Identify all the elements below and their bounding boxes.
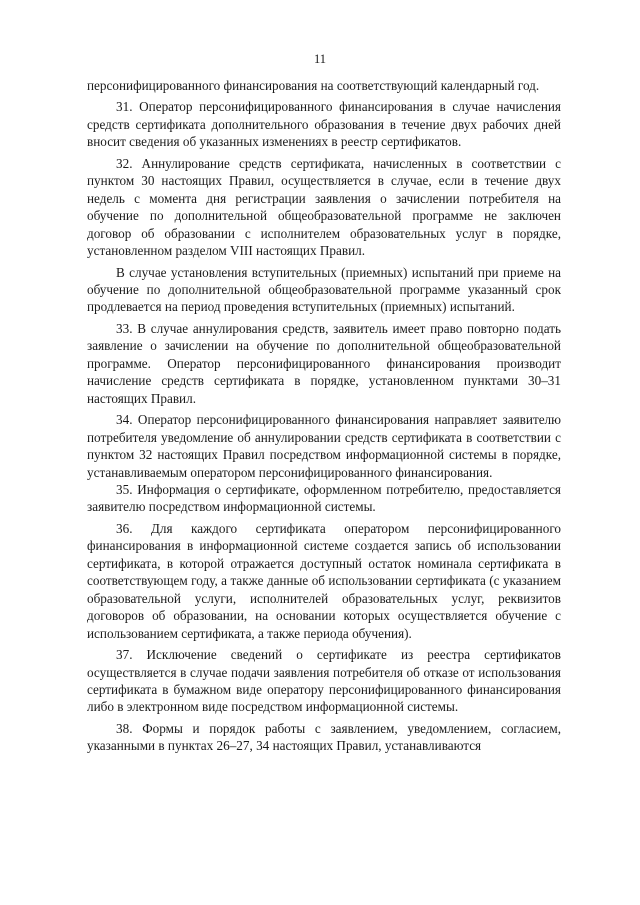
paragraph-32-extension: В случае установления вступительных (приемных) испытаний при приеме на обучение по дополнительной общеобразовательной программе указанный срок продлевается на период проведения вступительных (приемных) испытаний. xyxy=(87,264,561,315)
paragraph-continuation: персонифицированного финансирования на соответствующий календарный год. xyxy=(87,78,540,93)
paragraph-37: 37. Исключение сведений о сертификате из реестра сертификатов осуществляется в случае подачи заявления потребителя об отказе от использования сертификата в бумажном виде оператору персонифицированного финансирования либо в электронном виде посредством информационной системы. xyxy=(87,647,561,715)
paragraph-34: 34. Оператор персонифицированного финансирования направляет заявителю потребителя уведомление об аннулировании средств сертификата в соответствии с пунктом 32 настоящих Правил посредством информационной системы в порядке, устанавливаемым оператором персонифицированного финансирования. xyxy=(87,412,561,480)
paragraph-33: 33. В случае аннулирования средств, заявитель имеет право повторно подать заявление о зачислении на обучение по дополнительной общеобразовательной программе. Оператор персонифицированного финансирования производит начисление средств сертификата в порядке, установленном пунктами 30–31 настоящих Правил. xyxy=(87,320,561,406)
paragraph-36: 36. Для каждого сертификата оператором персонифицированного финансирования в информационной системе создается запись об использовании сертификата, в которой отражается доступный остаток номинала сертификата в соответствующем году, а также данные об использовании сертификата (с указанием образовательной услуги, исполнителей образовательных услуг, реквизитов договоров об образовании, на основании которых осуществляется обучение с использованием сертификата, а также периода обучения). xyxy=(87,520,561,641)
paragraph-35: 35. Информация о сертификате, оформленном потребителю, предоставляется заявителю посредством информационной системы. xyxy=(87,481,561,515)
page-number: 11 xyxy=(313,52,327,66)
paragraph-32: 32. Аннулирование средств сертификата, начисленных в соответствии с пунктом 30 настоящих Правил, осуществляется в случае, если в течение двух недель с момента дня регистрации заявления о зачислении потребителя на обучение по дополнительной общеобразовательной программе не заключен договор об образовании с исполнителем образовательных услуг в порядке, установленном разделом VIII настоящих Правил. xyxy=(87,155,561,259)
document-body xyxy=(87,77,561,755)
paragraph-31: 31. Оператор персонифицированного финансирования в случае начисления средств сертификата дополнительного образования в течение двух рабочих дней вносит сведения об указанных изменениях в реестр сертификатов. xyxy=(87,99,561,150)
paragraph-38: 38. Формы и порядок работы с заявлением, уведомлением, согласием, указанными в пунктах 26–27, 34 настоящих Правил, устанавливаются xyxy=(87,720,561,754)
